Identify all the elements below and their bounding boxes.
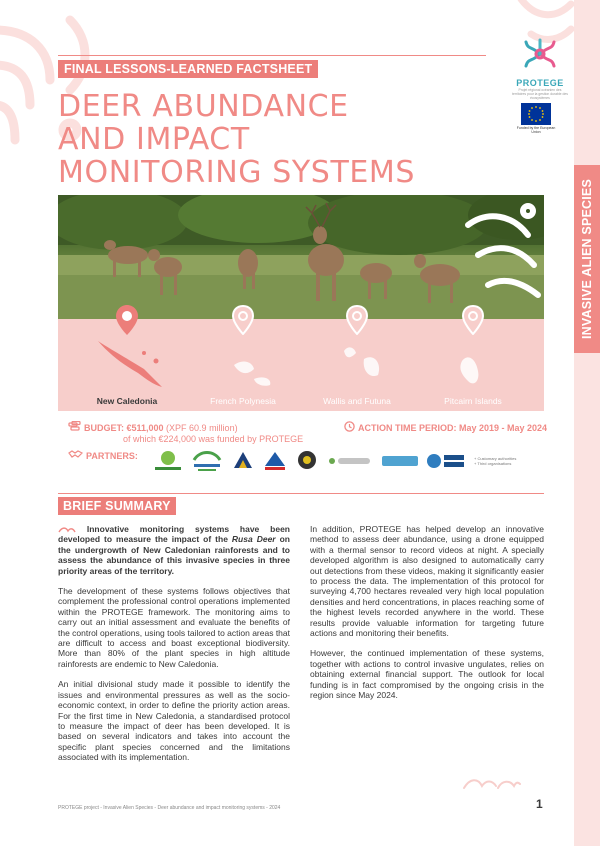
map-pin-icon-new-caledonia <box>116 305 138 335</box>
footer-swirl-decoration <box>462 774 522 792</box>
category-side-tab <box>574 165 600 353</box>
protege-wordmark: PROTEGE <box>516 78 564 88</box>
partner-logo-sprep-proe <box>426 448 466 474</box>
category-label: INVASIVE ALIEN SPECIES <box>580 179 594 339</box>
title-line-2: AND IMPACT <box>58 122 250 157</box>
title-line-1: DEER ABUNDANCE <box>58 89 349 124</box>
map-pin-icon-pitcairn <box>462 305 484 335</box>
action-time-period: ACTION TIME PERIOD: May 2019 - May 2024 <box>358 423 548 433</box>
summary-paragraph-5: However, the continued implementation of these systems, together with actions to control invasive ungulates, relies on obtaining external financial support. The outlook for local funding is in fact compromised by the ongoing crisis in the region since May 2024. <box>310 648 544 701</box>
doc-type-label: FINAL LESSONS-LEARNED FACTSHEET <box>58 60 318 78</box>
footer-citation: PROTEGE project - Invasive Alien Species - Deer abundance and impact monitoring systems - 2024 <box>58 805 281 811</box>
protege-logo <box>512 36 568 100</box>
partner-logo-bioeko <box>326 448 374 474</box>
section-divider <box>58 493 544 494</box>
region-label-new-caledonia: New Caledonia <box>96 396 158 406</box>
eu-flag-logo <box>521 103 551 125</box>
partner-logo-explore <box>380 448 420 474</box>
protege-tagline: Projet régional océanien des territoires pour la gestion durable des écosystèmes <box>512 88 568 100</box>
partner-logo-province-nord <box>230 448 256 474</box>
budget-protege-share: of which €224,000 was funded by PROTEGE <box>123 434 304 444</box>
summary-paragraph-2: The development of these systems follows objectives that complement the professional control operations implemented within the PROTEGE framework. The monitoring aims to carry out an initial assessment and evaluate the benefits of the control operations, using tools tailored to action areas that are difficult to access and boast exceptional biodiversity. More than 80% of the plant species in high altitude rainforests are endemic to New Caledonia. <box>58 586 291 669</box>
regions-map-band <box>58 319 544 411</box>
partner-logo-biodiversite <box>152 448 184 474</box>
map-pin-icon-wallis-futuna <box>346 305 368 335</box>
partner-logo-gouvernement-nc <box>294 448 320 474</box>
partner-logo-agence-rurale <box>190 448 224 474</box>
header-divider <box>58 55 486 56</box>
side-band <box>574 0 600 846</box>
coral-swirl-icon <box>58 526 76 534</box>
map-pin-icon-french-polynesia <box>232 305 254 335</box>
region-label-french-polynesia: French Polynesia <box>210 396 276 406</box>
region-label-wallis-futuna: Wallis and Futuna <box>323 396 391 406</box>
protege-emblem-icon <box>520 36 560 72</box>
clock-icon <box>344 421 355 432</box>
partner-note: + Customary authorities + Third organisations <box>474 456 517 466</box>
summary-paragraph-4: In addition, PROTEGE has helped develop an innovative method to assess deer abundance, using a drone equipped with a thermal sensor to record videos at night. A specially developed algorithm is also designed to automatically carry out detections from these videos, making it significantly easier to process the data. The implementation of this protocol for surveying 4,700 hectares revealed very high local population densities and herd concentrations, in places reaching some of the highest levels recorded anywhere in the world. These results provide valuable information for targeting future actions and monitoring their benefits. <box>310 524 544 639</box>
deer-photo <box>58 195 544 319</box>
summary-right-column <box>310 524 544 711</box>
eu-funding-caption: Funded by the European Union <box>516 126 556 134</box>
page-title <box>58 90 478 189</box>
section-title-brief-summary: BRIEF SUMMARY <box>58 497 176 515</box>
summary-left-column <box>58 524 290 773</box>
page-number: 1 <box>536 797 543 811</box>
partners-label: PARTNERS: <box>86 451 138 461</box>
budget-xpf: (XPF 60.9 million) <box>163 423 238 433</box>
title-line-3: MONITORING SYSTEMS <box>58 155 416 190</box>
budget-amount: BUDGET: €511,000 (XPF 60.9 million) <box>84 423 238 433</box>
handshake-icon <box>68 449 83 459</box>
partner-logo-province-sud <box>262 448 288 474</box>
coins-icon <box>68 421 81 432</box>
summary-paragraph-3: An initial divisional study made it possible to identify the issues and environmental pressures as well as the socio-economic context, in order to define the priority action areas. For the first time in New Caledonia, a standardised protocol to measure the impact of deer has been developed. It is based on several indicators and takes into account the specific plant species concerned and the limitations associated with its implementation. <box>58 679 290 763</box>
region-label-pitcairn: Pitcairn Islands <box>444 396 502 406</box>
summary-lead-paragraph: Innovative monitoring systems have been developed to measure the impact of the Rusa Deer on the undergrowth of New Caledonian rainforests and to assess the abundance of this invasive species in three priority areas of the territory. <box>58 524 290 576</box>
